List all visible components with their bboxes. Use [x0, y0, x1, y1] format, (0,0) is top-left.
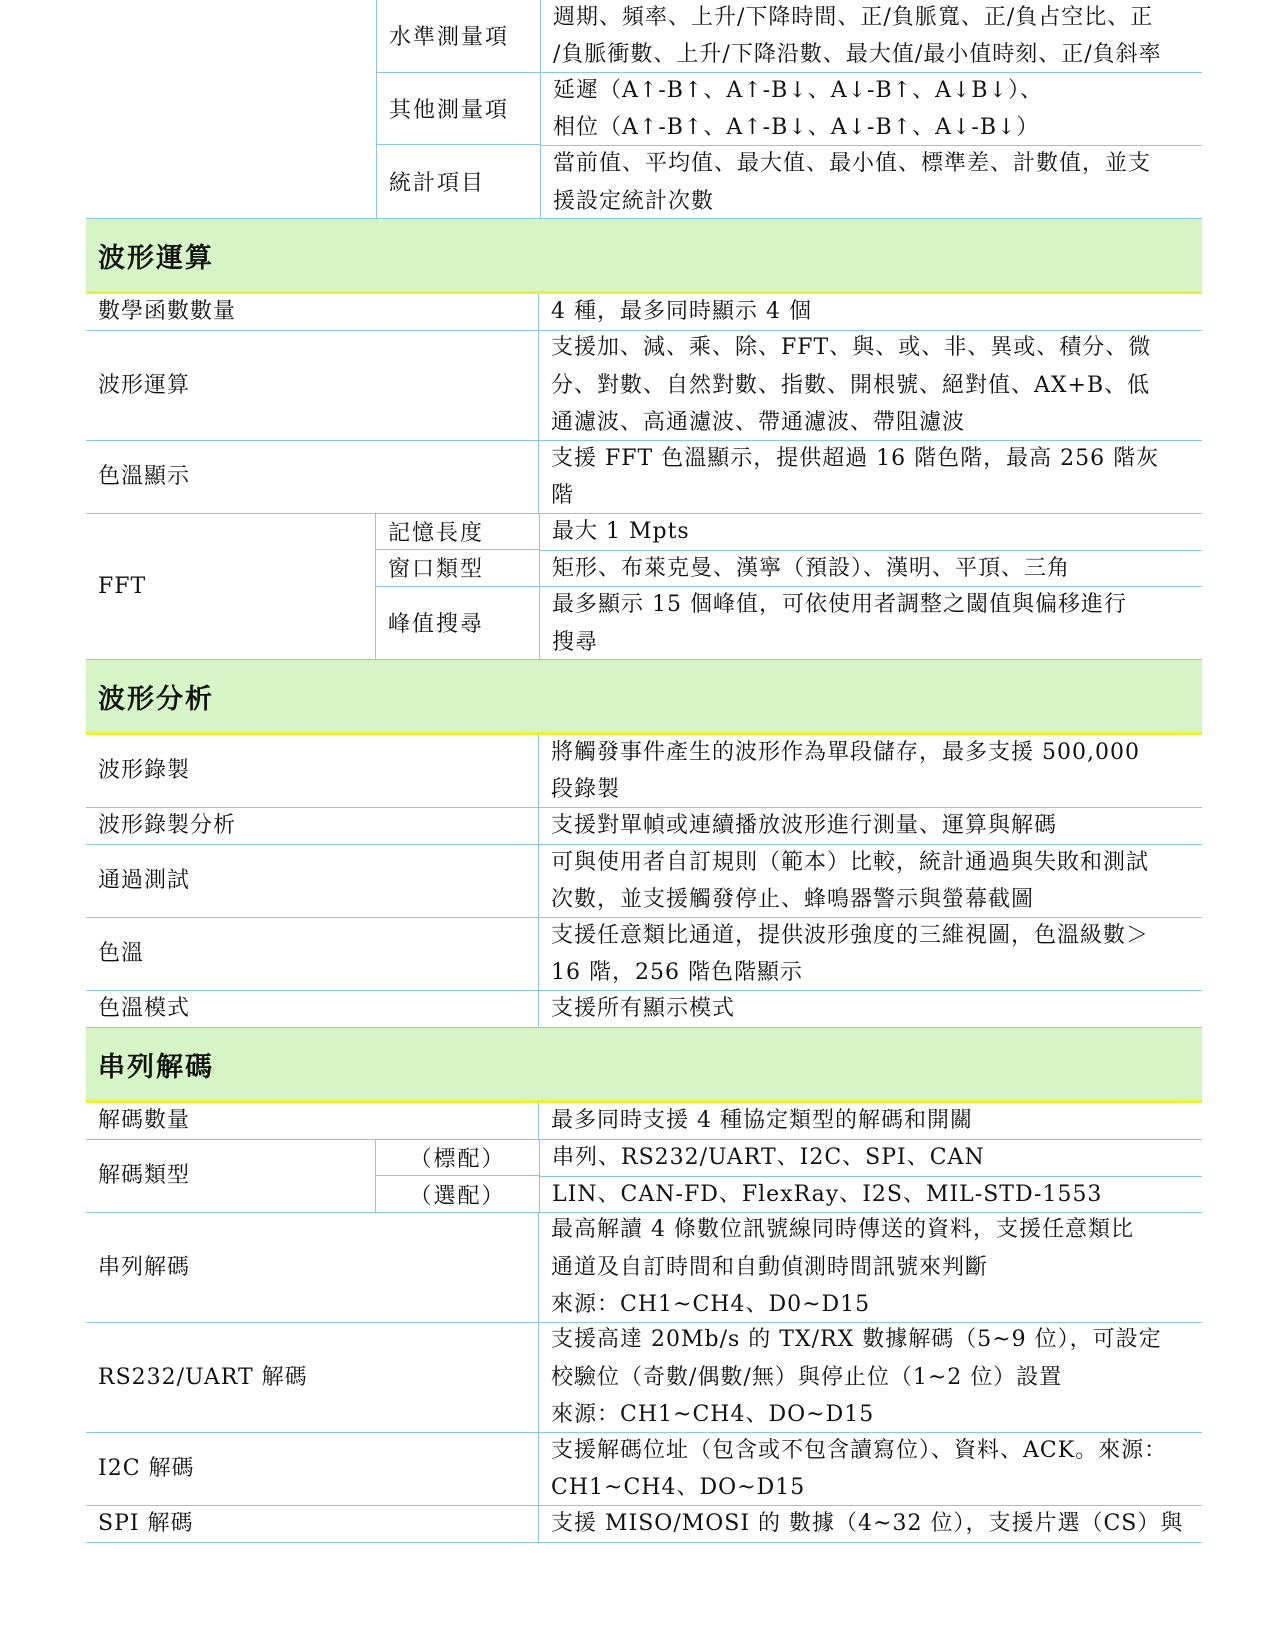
sub-label: 記憶長度	[376, 514, 539, 550]
value-text: 延遲（A↑-B↑、A↑-B↓、A↓-B↑、A↓B↓）、 相位（A↑-B↑、A↑-B↓、A↓-B↑、A↓-B↓）	[541, 73, 1202, 146]
table-row	[86, 735, 1202, 808]
row-value: 支援對單幀或連續播放波形進行測量、運算與解碼	[551, 813, 1058, 839]
row-value: 支援所有顯示模式	[551, 996, 736, 1022]
fft-value-column	[540, 514, 1202, 659]
value-text: 最多顯示 15 個峰值，可依使用者調整之閾值與偏移進行 搜尋	[552, 592, 1127, 655]
row-label: 串列解碼	[86, 1213, 539, 1322]
sub-label: 其他測量項	[377, 73, 540, 146]
sub-label: （標配）	[376, 1140, 539, 1176]
sub-label: 統計項目	[389, 171, 486, 197]
row-label: 波形錄製分析	[86, 808, 539, 844]
table-row	[86, 1323, 1202, 1433]
row-value: 支援加、減、乘、除、FFT、與、或、非、異或、積分、微 分、對數、自然對數、指數、開根號、絕對值、AX+B、低 通濾波、高通濾波、帶通濾波、帶阻濾波	[551, 335, 1152, 436]
row-value: 支援 MISO/MOSI 的 數據（4~32 位），支援片選（CS）與	[551, 1511, 1184, 1537]
table-row	[86, 1506, 1202, 1543]
table-row	[86, 294, 1202, 331]
fft-group	[86, 514, 1202, 660]
row-label: 色溫	[86, 918, 539, 990]
measurement-group	[86, 0, 1202, 219]
row-label: I2C 解碼	[86, 1433, 539, 1505]
row-value: 支援任意類比通道，提供波形強度的三維視圖，色溫級數＞ 16 階，256 階色階顯示	[551, 922, 1150, 985]
row-value: 4 種，最多同時顯示 4 個	[551, 299, 812, 325]
table-row	[86, 441, 1202, 514]
table-row	[86, 1103, 1202, 1140]
decode-type-value-column	[540, 1140, 1202, 1212]
row-value: 支援 FFT 色溫顯示，提供超過 16 階色階，最高 256 階灰 階	[551, 445, 1160, 508]
sub-label: 水準測量項	[377, 0, 540, 73]
sub-label: （選配）	[409, 1183, 506, 1209]
value-text: 最大 1 Mpts	[540, 514, 1202, 551]
sub-label: 窗口類型	[376, 550, 539, 586]
fft-sub-column	[376, 514, 540, 659]
sub-label: 峰值搜尋	[388, 612, 485, 638]
row-label: RS232/UART 解碼	[86, 1323, 539, 1432]
row-label: 數學函數數量	[86, 294, 539, 330]
row-label: 色溫顯示	[86, 441, 539, 513]
row-value: 支援高達 20Mb/s 的 TX/RX 數據解碼（5~9 位），可設定 校驗位（奇數/偶數/無）與停止位（1~2 位）設置 來源：CH1~CH4、DO~D15	[551, 1327, 1162, 1428]
table-row	[86, 845, 1202, 918]
row-value: 最高解讀 4 條數位訊號線同時傳送的資料，支援任意類比 通道及自訂時間和自動偵測時間訊號來判斷 來源：CH1~CH4、D0~D15	[551, 1217, 1134, 1318]
measurement-value-column	[541, 0, 1202, 218]
table-row	[86, 1433, 1202, 1506]
row-label: SPI 解碼	[86, 1506, 539, 1542]
row-label: 解碼數量	[86, 1103, 539, 1139]
value-text: 串列、RS232/UART、I2C、SPI、CAN	[540, 1140, 1202, 1177]
row-value: 將觸發事件產生的波形作為單段儲存，最多支援 500,000 段錄製	[551, 739, 1140, 802]
value-text: 矩形、布萊克曼、漢寧（預設）、漢明、平頂、三角	[540, 551, 1202, 588]
row-label: 通過測試	[86, 845, 539, 917]
row-label: 解碼類型	[86, 1140, 376, 1212]
decode-type-sub-column	[376, 1140, 540, 1212]
section-header-math: 波形運算	[86, 219, 1202, 294]
row-label: 波形運算	[86, 331, 539, 440]
measurement-sub-column	[377, 0, 541, 218]
value-text: 當前值、平均值、最大值、最小值、標準差、計數值，並支 援設定統計次數	[553, 151, 1152, 214]
row-label: FFT	[86, 514, 376, 659]
row-value: 最多同時支援 4 種協定類型的解碼和開關	[551, 1108, 973, 1134]
row-label: 波形錄製	[86, 735, 539, 807]
section-header-decode: 串列解碼	[86, 1028, 1202, 1103]
spec-table	[86, 0, 1202, 1543]
measurement-group-label	[86, 0, 377, 218]
decode-type-group	[86, 1140, 1202, 1213]
value-text: LIN、CAN-FD、FlexRay、I2S、MIL-STD-1553	[552, 1182, 1103, 1207]
table-row	[86, 808, 1202, 845]
row-label: 色溫模式	[86, 991, 539, 1027]
row-value: 可與使用者自訂規則（範本）比較，統計通過與失敗和測試 次數，並支援觸發停止、蜂鳴器警示與螢幕截圖	[551, 849, 1150, 912]
table-row	[86, 918, 1202, 991]
table-row	[86, 1213, 1202, 1323]
table-row	[86, 991, 1202, 1028]
section-header-analysis: 波形分析	[86, 660, 1202, 735]
value-text: 週期、頻率、上升/下降時間、正/負脈寬、正/負占空比、正 /負脈衝數、上升/下降沿數、最大值/最小值時刻、正/負斜率	[541, 0, 1202, 73]
table-row	[86, 331, 1202, 441]
row-value: 支援解碼位址（包含或不包含讀寫位）、資料、ACK。來源： CH1~CH4、DO~D15	[551, 1437, 1168, 1500]
